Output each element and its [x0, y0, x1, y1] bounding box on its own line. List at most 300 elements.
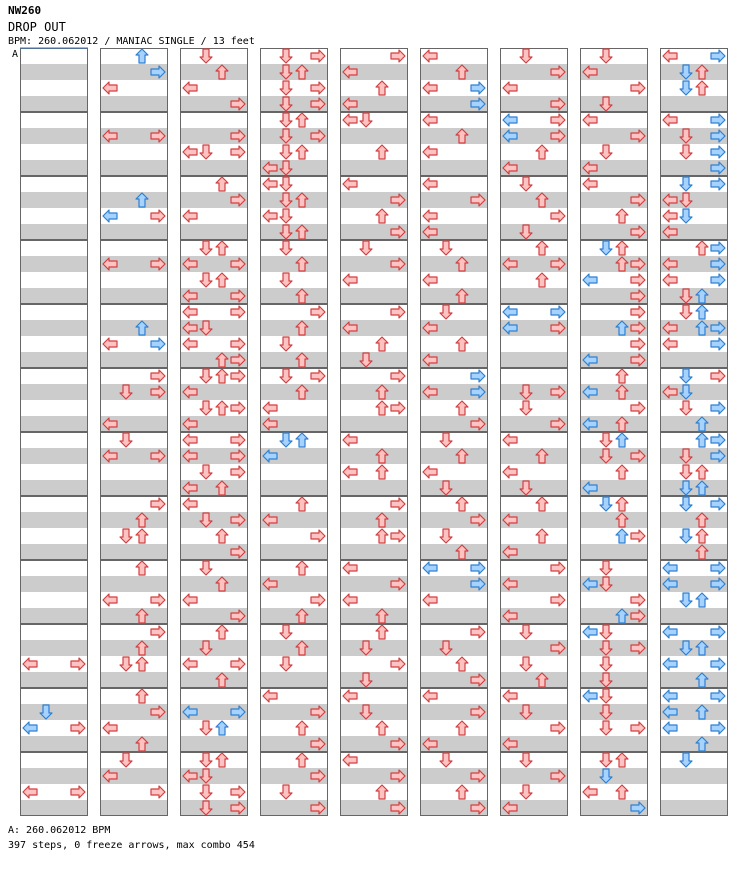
beat-stripe: [20, 304, 88, 320]
measure: [580, 368, 648, 432]
beat-stripe: [20, 128, 88, 144]
beat-stripe: [20, 640, 88, 656]
measure: [180, 176, 248, 240]
beat-stripe: [420, 496, 488, 512]
measure: [340, 560, 408, 624]
beat-stripe: [180, 160, 248, 176]
measure: [660, 432, 728, 496]
measure: [420, 432, 488, 496]
beat-stripe: [420, 656, 488, 672]
beat-stripe: [420, 784, 488, 800]
beat-stripe: [660, 80, 728, 96]
beat-stripe: [20, 192, 88, 208]
beat-stripe: [420, 336, 488, 352]
beat-stripe: [340, 128, 408, 144]
beat-stripe: [20, 112, 88, 128]
beat-stripe: [260, 352, 328, 368]
beat-stripe: [20, 704, 88, 720]
measure: [420, 176, 488, 240]
beat-stripe: [100, 352, 168, 368]
beat-stripe: [580, 736, 648, 752]
beat-stripe: [340, 672, 408, 688]
beat-stripe: [420, 304, 488, 320]
beat-stripe: [660, 528, 728, 544]
beat-stripe: [420, 640, 488, 656]
beat-stripe: [580, 208, 648, 224]
beat-stripe: [100, 688, 168, 704]
measure: [260, 368, 328, 432]
beat-stripe: [20, 496, 88, 512]
beat-stripe: [500, 752, 568, 768]
measure: [100, 688, 168, 752]
measure: [500, 48, 568, 112]
beat-stripe: [580, 752, 648, 768]
measure: [100, 240, 168, 304]
beat-stripe: [500, 224, 568, 240]
measure: [500, 496, 568, 560]
measure: [500, 368, 568, 432]
beat-stripe: [660, 544, 728, 560]
measure: [420, 112, 488, 176]
chart-column: [500, 48, 568, 816]
beat-stripe: [100, 608, 168, 624]
beat-stripe: [20, 768, 88, 784]
measure: [180, 240, 248, 304]
beat-stripe: [260, 432, 328, 448]
measure: [580, 48, 648, 112]
chart-column: [260, 48, 328, 816]
beat-stripe: [20, 464, 88, 480]
measure: [500, 560, 568, 624]
beat-stripe: [260, 752, 328, 768]
beat-stripe: [580, 544, 648, 560]
beat-stripe: [20, 480, 88, 496]
measure: [420, 560, 488, 624]
beat-stripe: [580, 144, 648, 160]
beat-stripe: [340, 544, 408, 560]
beat-stripe: [100, 160, 168, 176]
beat-stripe: [420, 720, 488, 736]
beat-stripe: [500, 48, 568, 64]
beat-stripe: [260, 272, 328, 288]
measure: [100, 176, 168, 240]
beat-stripe: [20, 288, 88, 304]
beat-stripe: [580, 96, 648, 112]
beat-stripe: [260, 112, 328, 128]
measure: [100, 624, 168, 688]
beat-stripe: [100, 800, 168, 816]
beat-stripe: [100, 240, 168, 256]
measure: [100, 304, 168, 368]
measure: [180, 688, 248, 752]
beat-stripe: [180, 688, 248, 704]
beat-stripe: [260, 720, 328, 736]
beat-stripe: [100, 528, 168, 544]
beat-stripe: [260, 336, 328, 352]
chart-column: [180, 48, 248, 816]
beat-stripe: [100, 560, 168, 576]
beat-stripe: [180, 720, 248, 736]
beat-stripe: [100, 432, 168, 448]
beat-stripe: [580, 512, 648, 528]
beat-stripe: [660, 512, 728, 528]
beat-stripe: [580, 368, 648, 384]
measure: [180, 368, 248, 432]
beat-stripe: [580, 560, 648, 576]
beat-stripe: [500, 176, 568, 192]
beat-stripe: [180, 528, 248, 544]
measure: [580, 688, 648, 752]
beat-stripe: [100, 736, 168, 752]
measure: [340, 48, 408, 112]
measure: [420, 368, 488, 432]
beat-stripe: [420, 480, 488, 496]
beat-stripe: [100, 272, 168, 288]
measure: [260, 176, 328, 240]
beat-stripe: [20, 224, 88, 240]
beat-stripe: [180, 176, 248, 192]
measure: [660, 496, 728, 560]
measure: [580, 496, 648, 560]
beat-stripe: [20, 208, 88, 224]
measure: [100, 48, 168, 112]
beat-stripe: [500, 704, 568, 720]
measure: [500, 112, 568, 176]
beat-stripe: [500, 272, 568, 288]
beat-stripe: [100, 480, 168, 496]
measure: [20, 496, 88, 560]
beat-stripe: [260, 144, 328, 160]
beat-stripe: [20, 752, 88, 768]
measure: [180, 496, 248, 560]
beat-stripe: [100, 96, 168, 112]
beat-stripe: [500, 448, 568, 464]
beat-stripe: [420, 528, 488, 544]
bpm-legend: A: 260.062012 BPM: [8, 825, 111, 836]
beat-stripe: [420, 448, 488, 464]
measure: [340, 432, 408, 496]
beat-stripe: [100, 656, 168, 672]
beat-stripe: [500, 528, 568, 544]
beat-stripe: [260, 672, 328, 688]
beat-stripe: [260, 656, 328, 672]
measure: [340, 240, 408, 304]
chart-column: [580, 48, 648, 816]
beat-stripe: [340, 336, 408, 352]
measure: [500, 432, 568, 496]
beat-stripe: [340, 144, 408, 160]
measure: [180, 432, 248, 496]
measure: [100, 496, 168, 560]
beat-stripe: [260, 224, 328, 240]
measure: [180, 48, 248, 112]
measure: [20, 176, 88, 240]
beat-stripe: [100, 400, 168, 416]
measure: [180, 112, 248, 176]
beat-stripe: [660, 736, 728, 752]
measure: [260, 752, 328, 816]
measure: [580, 752, 648, 816]
beat-stripe: [260, 608, 328, 624]
beat-stripe: [180, 624, 248, 640]
beat-stripe: [500, 288, 568, 304]
beat-stripe: [260, 256, 328, 272]
measure: [420, 688, 488, 752]
beat-stripe: [260, 464, 328, 480]
measure: [100, 112, 168, 176]
measure: [20, 688, 88, 752]
beat-stripe: [340, 80, 408, 96]
beat-stripe: [500, 624, 568, 640]
beat-stripe: [500, 336, 568, 352]
beat-stripe: [100, 672, 168, 688]
beat-stripe: [660, 480, 728, 496]
measure: [340, 368, 408, 432]
measure: [100, 560, 168, 624]
measure: [20, 432, 88, 496]
beat-stripe: [100, 48, 168, 64]
beat-stripe: [420, 544, 488, 560]
beat-stripe: [580, 768, 648, 784]
beat-stripe: [100, 752, 168, 768]
beat-stripe: [20, 512, 88, 528]
beat-stripe: [580, 240, 648, 256]
measure: [660, 752, 728, 816]
beat-stripe: [20, 672, 88, 688]
beat-stripe: [20, 592, 88, 608]
beat-stripe: [420, 752, 488, 768]
measure: [340, 304, 408, 368]
measure: [340, 176, 408, 240]
measure: [340, 496, 408, 560]
measure: [500, 752, 568, 816]
beat-stripe: [580, 432, 648, 448]
beat-stripe: [580, 656, 648, 672]
beat-stripe: [420, 288, 488, 304]
beat-stripe: [660, 288, 728, 304]
beat-stripe: [500, 352, 568, 368]
beat-stripe: [580, 48, 648, 64]
song-title: DROP OUT: [8, 20, 66, 34]
measure: [180, 304, 248, 368]
beat-stripe: [340, 624, 408, 640]
beat-stripe: [100, 640, 168, 656]
measure: [420, 304, 488, 368]
beat-stripe: [20, 608, 88, 624]
beat-stripe: [260, 240, 328, 256]
chart-column: [20, 48, 88, 816]
beat-stripe: [660, 784, 728, 800]
measure: [660, 368, 728, 432]
beat-stripe: [420, 256, 488, 272]
measure: [20, 368, 88, 432]
beat-stripe: [660, 96, 728, 112]
measure: [420, 624, 488, 688]
chart-column: [100, 48, 168, 816]
beat-stripe: [340, 784, 408, 800]
beat-stripe: [20, 368, 88, 384]
measure: [260, 624, 328, 688]
beat-stripe: [180, 736, 248, 752]
measure: [500, 304, 568, 368]
beat-stripe: [20, 528, 88, 544]
measure: [660, 304, 728, 368]
beat-stripe: [260, 640, 328, 656]
beat-stripe: [20, 48, 88, 64]
beat-stripe: [100, 576, 168, 592]
beat-stripe: [340, 160, 408, 176]
beat-stripe: [100, 512, 168, 528]
beat-stripe: [660, 800, 728, 816]
chart-column: [340, 48, 408, 816]
bpm-marker-label: A: [12, 49, 19, 60]
beat-stripe: [100, 320, 168, 336]
measure: [260, 560, 328, 624]
measure: [500, 688, 568, 752]
beat-stripe: [100, 544, 168, 560]
measure: [340, 752, 408, 816]
measure: [260, 496, 328, 560]
beat-stripe: [660, 640, 728, 656]
beat-stripe: [340, 448, 408, 464]
beat-stripe: [420, 400, 488, 416]
beat-stripe: [20, 448, 88, 464]
beat-stripe: [660, 752, 728, 768]
beat-stripe: [100, 288, 168, 304]
measure: [580, 432, 648, 496]
measure: [260, 688, 328, 752]
beat-stripe: [660, 64, 728, 80]
measure: [260, 240, 328, 304]
beat-stripe: [260, 784, 328, 800]
measure: [20, 240, 88, 304]
measure: [580, 240, 648, 304]
beat-stripe: [660, 464, 728, 480]
beat-stripe: [500, 192, 568, 208]
beat-stripe: [20, 320, 88, 336]
chart-column: [420, 48, 488, 816]
beat-stripe: [420, 240, 488, 256]
beat-stripe: [180, 672, 248, 688]
beat-stripe: [260, 64, 328, 80]
beat-stripe: [500, 368, 568, 384]
beat-stripe: [580, 464, 648, 480]
beat-stripe: [500, 240, 568, 256]
beat-stripe: [340, 704, 408, 720]
song-id: NW260: [8, 4, 42, 17]
measure: [660, 176, 728, 240]
beat-stripe: [340, 416, 408, 432]
beat-stripe: [420, 160, 488, 176]
beat-stripe: [660, 592, 728, 608]
beat-stripe: [20, 576, 88, 592]
measure: [340, 688, 408, 752]
measure: [580, 112, 648, 176]
beat-stripe: [100, 192, 168, 208]
beat-stripe: [20, 96, 88, 112]
measure: [20, 752, 88, 816]
beat-stripe: [580, 496, 648, 512]
beat-stripe: [180, 224, 248, 240]
beat-stripe: [420, 608, 488, 624]
measure: [260, 112, 328, 176]
beat-stripe: [20, 160, 88, 176]
measure: [580, 304, 648, 368]
measure: [420, 240, 488, 304]
measure: [180, 624, 248, 688]
beat-stripe: [340, 480, 408, 496]
beat-stripe: [260, 384, 328, 400]
beat-stripe: [100, 112, 168, 128]
beat-stripe: [20, 64, 88, 80]
beat-stripe: [20, 80, 88, 96]
beat-stripe: [100, 464, 168, 480]
beat-stripe: [260, 560, 328, 576]
measure: [260, 48, 328, 112]
beat-stripe: [180, 240, 248, 256]
beat-stripe: [260, 624, 328, 640]
beat-stripe: [20, 336, 88, 352]
measure: [100, 368, 168, 432]
measure: [580, 176, 648, 240]
beat-stripe: [100, 144, 168, 160]
chart-column: [660, 48, 728, 816]
measure: [180, 752, 248, 816]
measure: [260, 432, 328, 496]
beat-stripe: [180, 576, 248, 592]
beat-stripe: [500, 496, 568, 512]
beat-stripe: [20, 240, 88, 256]
beat-stripe: [260, 496, 328, 512]
beat-stripe: [260, 192, 328, 208]
beat-stripe: [20, 560, 88, 576]
beat-stripe: [500, 144, 568, 160]
measure: [660, 48, 728, 112]
beat-stripe: [340, 512, 408, 528]
beat-stripe: [660, 304, 728, 320]
beat-stripe: [340, 352, 408, 368]
beat-stripe: [260, 544, 328, 560]
measure: [420, 752, 488, 816]
beat-stripe: [180, 272, 248, 288]
beat-stripe: [660, 608, 728, 624]
beat-stripe: [20, 624, 88, 640]
measure: [20, 560, 88, 624]
beat-stripe: [20, 432, 88, 448]
beat-stripe: [180, 48, 248, 64]
beat-stripe: [100, 176, 168, 192]
beat-stripe: [20, 736, 88, 752]
measure: [20, 112, 88, 176]
measure: [20, 624, 88, 688]
measure: [420, 48, 488, 112]
beat-stripe: [260, 320, 328, 336]
measure: [660, 688, 728, 752]
beat-stripe: [20, 400, 88, 416]
beat-stripe: [20, 256, 88, 272]
measure: [660, 240, 728, 304]
measure: [100, 432, 168, 496]
beat-stripe: [20, 144, 88, 160]
beat-stripe: [100, 224, 168, 240]
beat-stripe: [260, 288, 328, 304]
beat-stripe: [180, 560, 248, 576]
measure: [660, 624, 728, 688]
beat-stripe: [420, 432, 488, 448]
measure: [340, 624, 408, 688]
beat-stripe: [660, 672, 728, 688]
beat-stripe: [340, 384, 408, 400]
